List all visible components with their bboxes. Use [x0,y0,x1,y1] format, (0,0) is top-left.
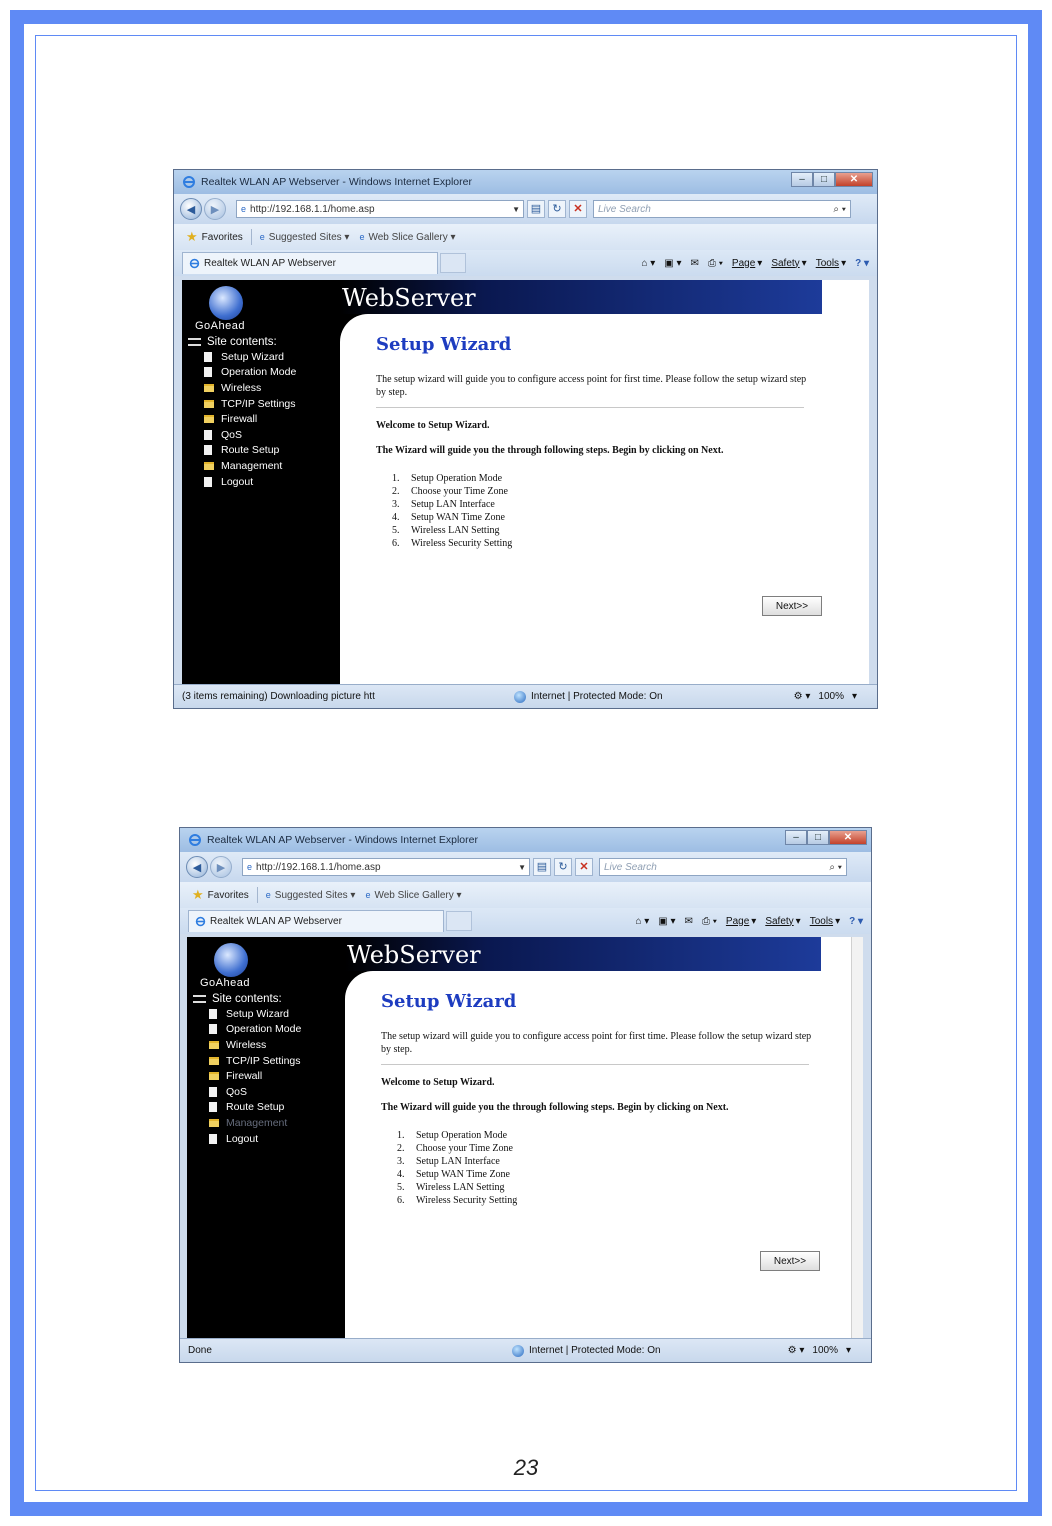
menu-label: TCP/IP Settings [221,397,296,410]
zoom-control[interactable] [780,1345,851,1356]
page-menu[interactable]: Page [731,257,756,269]
menu-firewall[interactable] [193,1068,301,1084]
goahead-logo-text: GoAhead [195,320,245,332]
address-dropdown-icon[interactable]: ▼ [518,862,526,872]
print-icon[interactable]: ⎙ ▾ [707,257,723,269]
menu-label: Management [226,1116,288,1129]
site-contents-heading [193,993,301,1005]
tools-menu-arrow-icon: ▾ [841,257,847,269]
main-panel [381,991,813,1207]
wizard-welcome: Welcome to Setup Wizard. [381,1077,495,1088]
list-item: 3. Setup LAN Interface [397,1156,500,1167]
zoom-label: 100% [818,691,844,702]
menu-label: QoS [221,428,243,441]
window-titlebar [180,828,871,852]
menu-label: Wireless [221,381,262,394]
maximize-icon[interactable]: □ [807,830,829,845]
close-icon[interactable]: ✕ [829,830,867,845]
step-label: Wireless LAN Setting [416,1182,505,1193]
document-icon [204,367,212,377]
menu-tcpip-settings[interactable] [188,396,296,412]
tab-label: Realtek WLAN AP Webserver [204,258,336,269]
favorites-star-icon[interactable]: ★ [186,229,198,244]
step-label: Choose your Time Zone [411,486,508,497]
page-icon: e [265,890,271,900]
document-icon [209,1102,217,1112]
folder-icon [209,1041,219,1049]
document-icon [209,1087,217,1097]
tree-root-icon [193,995,206,1003]
step-label: Wireless LAN Setting [411,525,500,536]
folder-icon [209,1119,219,1127]
folder-icon [204,462,214,470]
globe-icon [512,1345,524,1357]
tab-realtek[interactable] [188,910,444,932]
list-item: 5. Wireless LAN Setting [397,1182,505,1193]
main-panel [376,334,808,550]
safety-menu-arrow-icon: ▾ [801,257,807,269]
step-label: Wireless Security Setting [411,538,513,549]
new-tab-button[interactable] [446,911,472,931]
mail-icon[interactable]: ✉ [684,915,693,927]
print-icon[interactable]: ⎙ ▾ [701,915,717,927]
address-input[interactable] [242,858,530,876]
page-icon: e [365,890,371,900]
tab-bar [180,908,871,934]
webserver-title: WebServer [342,284,476,312]
search-icon[interactable]: ⌕ ▾ [833,203,846,215]
menu-setup-wizard[interactable] [188,349,296,365]
divider [381,1064,809,1065]
tools-menu-arrow-icon: ▾ [835,915,841,927]
globe-icon [514,691,526,703]
tab-bar [174,250,877,276]
home-icon[interactable]: ⌂ ▾ [635,915,650,927]
page-icon: e [259,232,265,242]
document-icon [209,1024,217,1034]
site-contents-label: Site contents: [207,336,277,348]
page-number: 23 [513,1455,539,1480]
menu-label: Setup Wizard [226,1007,290,1020]
web-slice-gallery-label: Web Slice Gallery [374,889,454,901]
wizard-steps [397,1129,813,1207]
menu-label: Operation Mode [226,1023,302,1036]
goahead-logo-icon [214,943,248,977]
zoom-dropdown-icon[interactable]: ▾ [845,1345,851,1356]
address-url: http://192.168.1.1/home.asp [250,203,375,215]
menu-qos[interactable] [188,427,296,443]
menu-route-setup[interactable] [188,443,296,459]
browser-screenshot-1 [173,169,878,709]
webserver-title: WebServer [347,941,481,969]
document-icon [204,477,212,487]
step-label: Setup WAN Time Zone [416,1169,510,1180]
menu-label: Route Setup [221,444,280,457]
wizard-steps [392,472,808,550]
status-bar [174,684,877,708]
menu-label: Logout [226,1132,259,1145]
back-icon[interactable]: ◀ [180,198,202,220]
menu-logout[interactable] [193,1131,301,1147]
site-contents-tree [188,336,296,489]
header-curve [345,971,373,999]
address-bar [180,852,871,882]
security-icon[interactable]: ⚙ ▾ [793,691,811,702]
safety-menu[interactable]: Safety [771,257,800,269]
folder-icon [209,1057,219,1065]
status-text: (3 items remaining) Downloading picture htt [182,691,375,702]
list-item: 1. Setup Operation Mode [397,1130,508,1141]
page-content [187,937,863,1338]
favorites-button[interactable]: Favorites [201,231,243,243]
tools-menu[interactable]: Tools [815,257,840,269]
compatibility-icon[interactable]: ▤ [527,200,545,218]
search-placeholder: Live Search [604,861,657,873]
list-item: 2. Choose your Time Zone [392,486,508,497]
tab-label: Realtek WLAN AP Webserver [210,916,342,927]
refresh-icon[interactable]: ↻ [554,858,572,876]
page-menu-arrow-icon: ▾ [751,915,757,927]
menu-label: Route Setup [226,1101,285,1114]
step-label: Wireless Security Setting [416,1195,518,1206]
zoom-control[interactable] [786,691,857,702]
address-dropdown-icon[interactable]: ▼ [512,204,520,214]
favorites-bar [174,224,877,250]
list-item: 4. Setup WAN Time Zone [392,512,505,523]
mail-icon[interactable]: ✉ [690,257,699,269]
menu-setup-wizard[interactable] [193,1006,301,1022]
search-input[interactable] [593,200,851,218]
security-zone [514,691,663,703]
status-bar [180,1338,871,1362]
wizard-guide: The Wizard will guide you the through following steps. Begin by clicking on Next. [376,445,724,456]
window-title: Realtek WLAN AP Webserver - Windows Internet Explorer [207,834,478,846]
ie-icon [188,833,202,847]
next-button[interactable]: Next>> [762,596,822,616]
menu-firewall[interactable] [188,411,296,427]
web-slice-gallery-link[interactable]: e Web Slice Gallery ▾ [359,231,456,243]
site-contents-heading [188,336,296,348]
step-label: Setup Operation Mode [411,473,503,484]
search-icon[interactable]: ⌕ ▾ [829,861,842,873]
menu-tcpip-settings[interactable] [193,1053,301,1069]
wizard-intro: The setup wizard will guide you to configure access point for first time. Please follow the setup wizard step by step. [376,374,807,398]
window-title: Realtek WLAN AP Webserver - Windows Internet Explorer [201,176,472,188]
new-tab-button[interactable] [440,253,466,273]
status-text: Done [188,1345,212,1356]
scrollbar[interactable] [851,937,863,1338]
window-titlebar [174,170,877,194]
menu-management[interactable] [188,458,296,474]
document-icon [204,430,212,440]
menu-operation-mode[interactable] [193,1022,301,1038]
help-icon[interactable]: ? ▾ [855,257,869,269]
wizard-title: Setup Wizard [381,991,517,1012]
list-item: 6. Wireless Security Setting [397,1195,518,1206]
step-label: Setup LAN Interface [411,499,495,510]
feeds-icon[interactable]: ▣ ▾ [658,915,676,927]
safety-menu[interactable]: Safety [765,915,794,927]
feeds-icon[interactable]: ▣ ▾ [664,257,682,269]
forward-icon[interactable]: ▶ [210,856,232,878]
document-icon [209,1009,217,1019]
web-slice-gallery-link[interactable]: e Web Slice Gallery ▾ [365,889,462,901]
refresh-icon[interactable]: ↻ [548,200,566,218]
menu-label: Firewall [226,1070,263,1083]
close-icon[interactable]: ✕ [835,172,873,187]
tools-menu[interactable]: Tools [809,915,834,927]
document-icon [209,1134,217,1144]
menu-logout[interactable] [188,474,296,490]
folder-icon [204,415,214,423]
favorites-button[interactable]: Favorites [207,889,249,901]
search-placeholder: Live Search [598,203,651,215]
menu-label: Setup Wizard [221,350,285,363]
page-content [182,280,869,684]
menu-wireless[interactable] [193,1037,301,1053]
stop-icon[interactable]: ✕ [575,858,593,876]
menu-label: Logout [221,475,254,488]
page-menu-arrow-icon: ▾ [757,257,763,269]
zoom-dropdown-icon[interactable]: ▾ [851,691,857,702]
web-slice-gallery-label: Web Slice Gallery [368,231,448,243]
suggested-sites-label: Suggested Sites [274,889,348,901]
security-icon[interactable]: ⚙ ▾ [787,1345,805,1356]
folder-icon [204,384,214,392]
page-icon: e [359,232,365,242]
help-icon[interactable]: ? ▾ [849,915,863,927]
site-contents-label: Site contents: [212,993,282,1005]
ie-icon [189,258,200,269]
list-item: 2. Choose your Time Zone [397,1143,513,1154]
suggested-sites-link[interactable]: e Suggested Sites ▾ [259,231,350,243]
maximize-icon[interactable]: □ [813,172,835,187]
list-item: 3. Setup LAN Interface [392,499,495,510]
document-icon [204,445,212,455]
compatibility-icon[interactable]: ▤ [533,858,551,876]
tab-realtek[interactable] [182,252,438,274]
favorites-bar [180,882,871,908]
page-menu[interactable]: Page [725,915,750,927]
menu-label: QoS [226,1085,248,1098]
zone-label: Internet | Protected Mode: On [529,1345,661,1356]
menu-wireless[interactable] [188,380,296,396]
address-url: http://192.168.1.1/home.asp [256,861,381,873]
site-contents-tree [193,993,301,1146]
favorites-separator [251,229,252,245]
favorites-separator [257,887,258,903]
zone-label: Internet | Protected Mode: On [531,691,663,702]
forward-icon[interactable]: ▶ [204,198,226,220]
menu-route-setup[interactable] [193,1100,301,1116]
menu-label: Wireless [226,1038,267,1051]
menu-label: Firewall [221,413,258,426]
list-item: 5. Wireless LAN Setting [392,525,500,536]
suggested-sites-label: Suggested Sites [268,231,342,243]
command-bar [626,916,863,927]
step-label: Setup WAN Time Zone [411,512,505,523]
document-icon [204,352,212,362]
list-item: 4. Setup WAN Time Zone [397,1169,510,1180]
goahead-logo-icon [209,286,243,320]
ie-icon [182,175,196,189]
next-button[interactable]: Next>> [760,1251,820,1271]
wizard-intro: The setup wizard will guide you to configure access point for first time. Please follow the setup wizard step by step. [381,1031,812,1055]
window-controls [785,830,867,845]
divider [376,407,804,408]
wizard-welcome: Welcome to Setup Wizard. [376,420,490,431]
window-controls [791,172,873,187]
search-input[interactable] [599,858,847,876]
minimize-icon[interactable]: – [785,830,807,845]
list-item: 1. Setup Operation Mode [392,473,503,484]
page-icon: e [241,204,247,214]
address-input[interactable] [236,200,524,218]
address-bar [174,194,877,224]
step-label: Setup Operation Mode [416,1130,508,1141]
menu-qos[interactable] [193,1084,301,1100]
menu-label: Management [221,459,283,472]
header-curve [340,314,368,342]
wizard-title: Setup Wizard [376,334,512,355]
menu-label: TCP/IP Settings [226,1054,301,1067]
page-icon: e [247,862,253,872]
zoom-label: 100% [812,1345,838,1356]
tree-root-icon [188,338,201,346]
security-zone [512,1345,661,1357]
list-item: 6. Wireless Security Setting [392,538,513,549]
step-label: Choose your Time Zone [416,1143,513,1154]
safety-menu-arrow-icon: ▾ [795,915,801,927]
folder-icon [209,1072,219,1080]
minimize-icon[interactable]: – [791,172,813,187]
step-label: Setup LAN Interface [416,1156,500,1167]
command-bar [632,258,869,269]
ie-icon [195,916,206,927]
menu-label: Operation Mode [221,366,297,379]
stop-icon[interactable]: ✕ [569,200,587,218]
back-icon[interactable]: ◀ [186,856,208,878]
favorites-star-icon[interactable]: ★ [192,887,204,902]
suggested-sites-link[interactable]: e Suggested Sites ▾ [265,889,356,901]
menu-management[interactable] [193,1115,301,1131]
home-icon[interactable]: ⌂ ▾ [641,257,656,269]
folder-icon [204,400,214,408]
wizard-guide: The Wizard will guide you the through following steps. Begin by clicking on Next. [381,1102,729,1113]
browser-screenshot-2 [179,827,872,1363]
goahead-logo-text: GoAhead [200,977,250,989]
menu-operation-mode[interactable] [188,365,296,381]
